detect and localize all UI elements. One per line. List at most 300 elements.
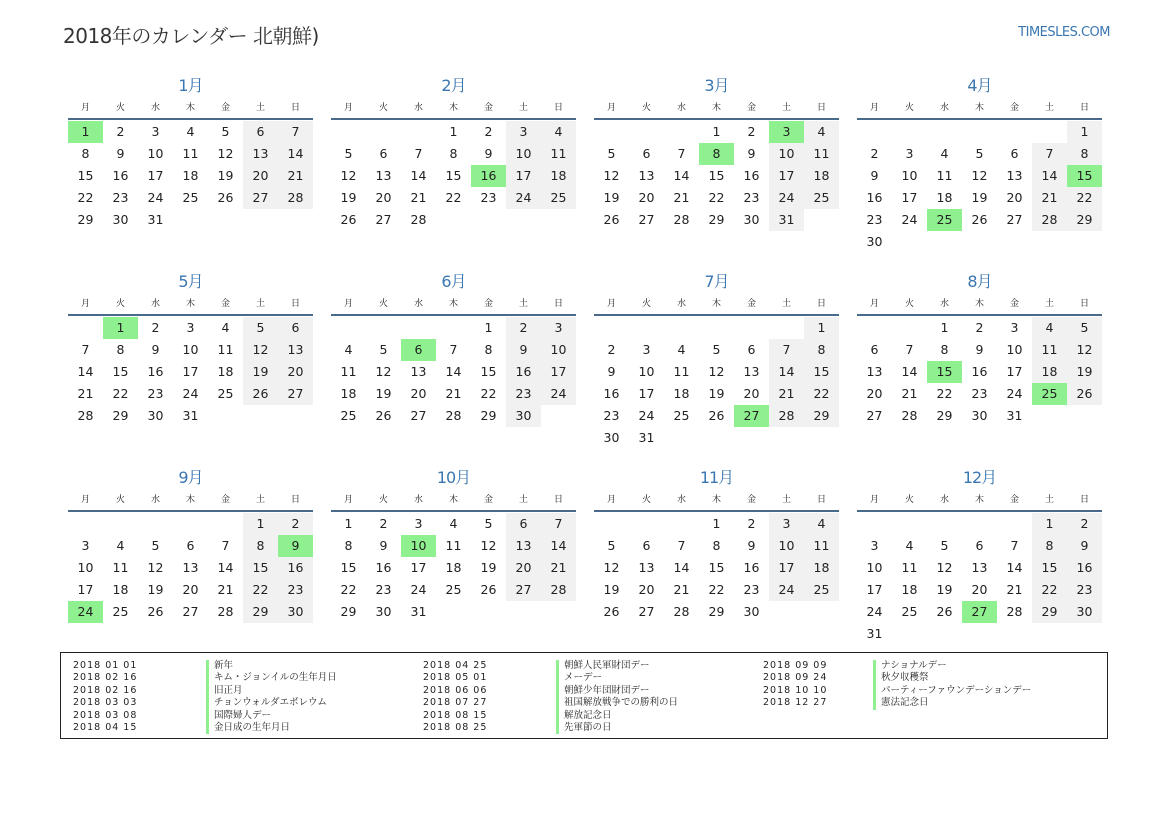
day-cell[interactable]: 6	[506, 513, 541, 535]
day-cell[interactable]: 1	[344, 516, 353, 531]
day-cell[interactable]: 29	[340, 604, 357, 619]
day-cell[interactable]: 17	[147, 168, 164, 183]
day-cell[interactable]: 16	[375, 560, 392, 575]
day-cell[interactable]: 30	[603, 430, 620, 445]
day-cell[interactable]: 4	[804, 121, 839, 143]
day-cell[interactable]: 18	[541, 165, 576, 187]
day-cell[interactable]: 3	[541, 317, 576, 339]
day-cell[interactable]: 12	[340, 168, 357, 183]
day-cell[interactable]: 5	[975, 146, 984, 161]
day-cell[interactable]: 22	[936, 386, 953, 401]
day-cell[interactable]: 4	[905, 538, 914, 553]
day-cell[interactable]: 16	[743, 560, 760, 575]
day-cell[interactable]: 28	[901, 408, 918, 423]
day-cell[interactable]: 25	[541, 187, 576, 209]
day-cell[interactable]: 27	[410, 408, 427, 423]
day-cell[interactable]: 13	[971, 560, 988, 575]
day-cell[interactable]: 16	[603, 386, 620, 401]
day-cell[interactable]: 23	[866, 212, 883, 227]
day-cell[interactable]: 8	[804, 339, 839, 361]
day-cell[interactable]: 23	[1067, 579, 1102, 601]
day-cell[interactable]: 17	[506, 165, 541, 187]
day-cell[interactable]: 24	[901, 212, 918, 227]
day-cell[interactable]: 18	[804, 557, 839, 579]
day-cell[interactable]: 5	[344, 146, 353, 161]
day-cell[interactable]: 18	[1032, 361, 1067, 383]
day-cell[interactable]: 31	[1006, 408, 1023, 423]
day-cell[interactable]: 21	[410, 190, 427, 205]
day-cell[interactable]: 2	[151, 320, 160, 335]
day-cell[interactable]: 8	[81, 146, 90, 161]
day-cell[interactable]: 16	[1067, 557, 1102, 579]
day-cell[interactable]: 8	[344, 538, 353, 553]
day-cell[interactable]: 22	[480, 386, 497, 401]
day-cell[interactable]: 18	[445, 560, 462, 575]
day-cell[interactable]: 10	[901, 168, 918, 183]
day-cell[interactable]: 18	[936, 190, 953, 205]
day-cell[interactable]: 8	[116, 342, 125, 357]
day-cell[interactable]: 1	[449, 124, 458, 139]
day-cell[interactable]: 2	[607, 342, 616, 357]
day-cell[interactable]: 31	[182, 408, 199, 423]
day-cell[interactable]: 25	[673, 408, 690, 423]
day-cell[interactable]: 18	[340, 386, 357, 401]
day-cell[interactable]: 25	[804, 187, 839, 209]
day-cell[interactable]: 26	[480, 582, 497, 597]
day-cell[interactable]: 13	[278, 339, 313, 361]
day-cell[interactable]: 3	[151, 124, 160, 139]
day-cell[interactable]: 24	[506, 187, 541, 209]
day-cell[interactable]: 12	[147, 560, 164, 575]
day-cell[interactable]: 30	[866, 234, 883, 249]
day-cell[interactable]: 13	[638, 168, 655, 183]
day-cell[interactable]: 20	[506, 557, 541, 579]
day-cell[interactable]: 25	[340, 408, 357, 423]
day-cell[interactable]: 9	[506, 339, 541, 361]
day-cell[interactable]: 27	[1006, 212, 1023, 227]
day-cell[interactable]: 21	[673, 582, 690, 597]
day-cell[interactable]: 15	[708, 560, 725, 575]
day-cell[interactable]: 20	[971, 582, 988, 597]
day-cell[interactable]: 20	[410, 386, 427, 401]
holiday-day-cell[interactable]: 16	[471, 165, 506, 187]
day-cell[interactable]: 21	[1032, 187, 1067, 209]
day-cell[interactable]: 1	[940, 320, 949, 335]
day-cell[interactable]: 11	[673, 364, 690, 379]
day-cell[interactable]: 15	[77, 168, 94, 183]
day-cell[interactable]: 20	[638, 190, 655, 205]
day-cell[interactable]: 2	[1067, 513, 1102, 535]
day-cell[interactable]: 14	[901, 364, 918, 379]
day-cell[interactable]: 29	[708, 212, 725, 227]
day-cell[interactable]: 20	[1006, 190, 1023, 205]
day-cell[interactable]: 20	[743, 386, 760, 401]
day-cell[interactable]: 5	[484, 516, 493, 531]
day-cell[interactable]: 29	[804, 405, 839, 427]
day-cell[interactable]: 6	[975, 538, 984, 553]
day-cell[interactable]: 7	[449, 342, 458, 357]
day-cell[interactable]: 31	[866, 626, 883, 641]
day-cell[interactable]: 29	[1067, 209, 1102, 231]
day-cell[interactable]: 30	[743, 604, 760, 619]
day-cell[interactable]: 21	[673, 190, 690, 205]
day-cell[interactable]: 4	[804, 513, 839, 535]
day-cell[interactable]: 10	[866, 560, 883, 575]
holiday-day-cell[interactable]: 27	[962, 601, 997, 623]
day-cell[interactable]: 20	[638, 582, 655, 597]
day-cell[interactable]: 21	[217, 582, 234, 597]
day-cell[interactable]: 16	[278, 557, 313, 579]
day-cell[interactable]: 28	[217, 604, 234, 619]
day-cell[interactable]: 2	[278, 513, 313, 535]
day-cell[interactable]: 13	[1006, 168, 1023, 183]
day-cell[interactable]: 4	[221, 320, 230, 335]
holiday-day-cell[interactable]: 1	[103, 317, 138, 339]
day-cell[interactable]: 24	[1006, 386, 1023, 401]
day-cell[interactable]: 14	[541, 535, 576, 557]
day-cell[interactable]: 6	[243, 121, 278, 143]
day-cell[interactable]: 8	[484, 342, 493, 357]
day-cell[interactable]: 6	[642, 146, 651, 161]
day-cell[interactable]: 26	[147, 604, 164, 619]
day-cell[interactable]: 24	[769, 579, 804, 601]
day-cell[interactable]: 5	[1067, 317, 1102, 339]
day-cell[interactable]: 14	[278, 143, 313, 165]
day-cell[interactable]: 11	[804, 143, 839, 165]
day-cell[interactable]: 31	[769, 209, 804, 231]
day-cell[interactable]: 13	[638, 560, 655, 575]
day-cell[interactable]: 15	[243, 557, 278, 579]
day-cell[interactable]: 5	[940, 538, 949, 553]
day-cell[interactable]: 12	[375, 364, 392, 379]
day-cell[interactable]: 17	[182, 364, 199, 379]
day-cell[interactable]: 9	[975, 342, 984, 357]
day-cell[interactable]: 30	[112, 212, 129, 227]
day-cell[interactable]: 7	[1010, 538, 1019, 553]
day-cell[interactable]: 2	[116, 124, 125, 139]
day-cell[interactable]: 30	[971, 408, 988, 423]
day-cell[interactable]: 14	[1032, 165, 1067, 187]
day-cell[interactable]: 17	[901, 190, 918, 205]
day-cell[interactable]: 21	[278, 165, 313, 187]
day-cell[interactable]: 18	[217, 364, 234, 379]
day-cell[interactable]: 17	[866, 582, 883, 597]
day-cell[interactable]: 27	[182, 604, 199, 619]
day-cell[interactable]: 3	[81, 538, 90, 553]
day-cell[interactable]: 21	[769, 383, 804, 405]
day-cell[interactable]: 25	[112, 604, 129, 619]
day-cell[interactable]: 13	[866, 364, 883, 379]
day-cell[interactable]: 25	[217, 386, 234, 401]
day-cell[interactable]: 11	[541, 143, 576, 165]
holiday-day-cell[interactable]: 3	[769, 121, 804, 143]
day-cell[interactable]: 13	[182, 560, 199, 575]
day-cell[interactable]: 11	[901, 560, 918, 575]
day-cell[interactable]: 19	[480, 560, 497, 575]
day-cell[interactable]: 19	[936, 582, 953, 597]
day-cell[interactable]: 25	[182, 190, 199, 205]
day-cell[interactable]: 19	[147, 582, 164, 597]
day-cell[interactable]: 14	[217, 560, 234, 575]
day-cell[interactable]: 5	[221, 124, 230, 139]
day-cell[interactable]: 8	[712, 538, 721, 553]
day-cell[interactable]: 16	[147, 364, 164, 379]
day-cell[interactable]: 16	[971, 364, 988, 379]
day-cell[interactable]: 14	[673, 168, 690, 183]
day-cell[interactable]: 14	[445, 364, 462, 379]
day-cell[interactable]: 2	[975, 320, 984, 335]
day-cell[interactable]: 4	[541, 121, 576, 143]
day-cell[interactable]: 29	[1032, 601, 1067, 623]
day-cell[interactable]: 23	[480, 190, 497, 205]
day-cell[interactable]: 20	[243, 165, 278, 187]
day-cell[interactable]: 27	[506, 579, 541, 601]
day-cell[interactable]: 19	[243, 361, 278, 383]
day-cell[interactable]: 28	[1032, 209, 1067, 231]
day-cell[interactable]: 12	[1067, 339, 1102, 361]
day-cell[interactable]: 22	[1032, 579, 1067, 601]
day-cell[interactable]: 5	[151, 538, 160, 553]
day-cell[interactable]: 12	[936, 560, 953, 575]
day-cell[interactable]: 24	[147, 190, 164, 205]
day-cell[interactable]: 7	[769, 339, 804, 361]
day-cell[interactable]: 14	[77, 364, 94, 379]
day-cell[interactable]: 3	[1010, 320, 1019, 335]
day-cell[interactable]: 24	[410, 582, 427, 597]
day-cell[interactable]: 15	[340, 560, 357, 575]
day-cell[interactable]: 10	[1006, 342, 1023, 357]
day-cell[interactable]: 13	[243, 143, 278, 165]
day-cell[interactable]: 9	[747, 146, 756, 161]
day-cell[interactable]: 12	[971, 168, 988, 183]
day-cell[interactable]: 14	[673, 560, 690, 575]
day-cell[interactable]: 13	[375, 168, 392, 183]
day-cell[interactable]: 7	[541, 513, 576, 535]
day-cell[interactable]: 31	[410, 604, 427, 619]
day-cell[interactable]: 10	[769, 143, 804, 165]
day-cell[interactable]: 3	[186, 320, 195, 335]
day-cell[interactable]: 27	[243, 187, 278, 209]
day-cell[interactable]: 31	[147, 212, 164, 227]
day-cell[interactable]: 14	[1006, 560, 1023, 575]
day-cell[interactable]: 12	[603, 168, 620, 183]
day-cell[interactable]: 15	[445, 168, 462, 183]
holiday-day-cell[interactable]: 25	[927, 209, 962, 231]
day-cell[interactable]: 24	[638, 408, 655, 423]
day-cell[interactable]: 26	[243, 383, 278, 405]
day-cell[interactable]: 27	[866, 408, 883, 423]
day-cell[interactable]: 4	[1032, 317, 1067, 339]
day-cell[interactable]: 11	[340, 364, 357, 379]
day-cell[interactable]: 3	[905, 146, 914, 161]
day-cell[interactable]: 14	[410, 168, 427, 183]
holiday-day-cell[interactable]: 15	[1067, 165, 1102, 187]
day-cell[interactable]: 12	[243, 339, 278, 361]
day-cell[interactable]: 15	[1032, 557, 1067, 579]
day-cell[interactable]: 30	[506, 405, 541, 427]
day-cell[interactable]: 19	[708, 386, 725, 401]
day-cell[interactable]: 23	[743, 582, 760, 597]
day-cell[interactable]: 29	[936, 408, 953, 423]
day-cell[interactable]: 29	[112, 408, 129, 423]
day-cell[interactable]: 11	[1032, 339, 1067, 361]
day-cell[interactable]: 15	[480, 364, 497, 379]
day-cell[interactable]: 20	[375, 190, 392, 205]
holiday-day-cell[interactable]: 1	[68, 121, 103, 143]
day-cell[interactable]: 30	[147, 408, 164, 423]
day-cell[interactable]: 19	[971, 190, 988, 205]
day-cell[interactable]: 26	[936, 604, 953, 619]
day-cell[interactable]: 24	[769, 187, 804, 209]
day-cell[interactable]: 24	[866, 604, 883, 619]
day-cell[interactable]: 28	[278, 187, 313, 209]
day-cell[interactable]: 22	[112, 386, 129, 401]
day-cell[interactable]: 17	[769, 165, 804, 187]
day-cell[interactable]: 21	[445, 386, 462, 401]
day-cell[interactable]: 29	[480, 408, 497, 423]
day-cell[interactable]: 23	[112, 190, 129, 205]
day-cell[interactable]: 22	[77, 190, 94, 205]
day-cell[interactable]: 26	[340, 212, 357, 227]
day-cell[interactable]: 7	[677, 538, 686, 553]
day-cell[interactable]: 1	[712, 516, 721, 531]
holiday-day-cell[interactable]: 25	[1032, 383, 1067, 405]
day-cell[interactable]: 13	[410, 364, 427, 379]
day-cell[interactable]: 31	[638, 430, 655, 445]
day-cell[interactable]: 11	[804, 535, 839, 557]
day-cell[interactable]: 12	[708, 364, 725, 379]
day-cell[interactable]: 1	[243, 513, 278, 535]
brand-logo-text[interactable]: TIMESLES.COM	[1018, 25, 1110, 40]
day-cell[interactable]: 10	[147, 146, 164, 161]
holiday-day-cell[interactable]: 10	[401, 535, 436, 557]
day-cell[interactable]: 1	[1067, 121, 1102, 143]
day-cell[interactable]: 12	[603, 560, 620, 575]
day-cell[interactable]: 6	[278, 317, 313, 339]
day-cell[interactable]: 9	[1067, 535, 1102, 557]
day-cell[interactable]: 4	[449, 516, 458, 531]
holiday-day-cell[interactable]: 6	[401, 339, 436, 361]
day-cell[interactable]: 30	[375, 604, 392, 619]
day-cell[interactable]: 26	[603, 212, 620, 227]
day-cell[interactable]: 23	[147, 386, 164, 401]
day-cell[interactable]: 9	[607, 364, 616, 379]
day-cell[interactable]: 18	[112, 582, 129, 597]
day-cell[interactable]: 30	[278, 601, 313, 623]
day-cell[interactable]: 4	[116, 538, 125, 553]
day-cell[interactable]: 7	[677, 146, 686, 161]
day-cell[interactable]: 6	[870, 342, 879, 357]
day-cell[interactable]: 19	[340, 190, 357, 205]
day-cell[interactable]: 18	[804, 165, 839, 187]
day-cell[interactable]: 10	[182, 342, 199, 357]
day-cell[interactable]: 19	[375, 386, 392, 401]
day-cell[interactable]: 9	[747, 538, 756, 553]
day-cell[interactable]: 29	[77, 212, 94, 227]
day-cell[interactable]: 18	[901, 582, 918, 597]
day-cell[interactable]: 27	[375, 212, 392, 227]
day-cell[interactable]: 28	[769, 405, 804, 427]
day-cell[interactable]: 22	[708, 582, 725, 597]
holiday-day-cell[interactable]: 24	[68, 601, 103, 623]
day-cell[interactable]: 6	[747, 342, 756, 357]
day-cell[interactable]: 17	[1006, 364, 1023, 379]
day-cell[interactable]: 22	[1067, 187, 1102, 209]
day-cell[interactable]: 4	[677, 342, 686, 357]
day-cell[interactable]: 16	[112, 168, 129, 183]
day-cell[interactable]: 17	[410, 560, 427, 575]
day-cell[interactable]: 22	[340, 582, 357, 597]
day-cell[interactable]: 26	[375, 408, 392, 423]
day-cell[interactable]: 2	[870, 146, 879, 161]
day-cell[interactable]: 8	[449, 146, 458, 161]
day-cell[interactable]: 9	[484, 146, 493, 161]
day-cell[interactable]: 20	[182, 582, 199, 597]
day-cell[interactable]: 23	[743, 190, 760, 205]
day-cell[interactable]: 9	[116, 146, 125, 161]
day-cell[interactable]: 23	[375, 582, 392, 597]
day-cell[interactable]: 24	[541, 383, 576, 405]
day-cell[interactable]: 15	[708, 168, 725, 183]
day-cell[interactable]: 17	[769, 557, 804, 579]
holiday-day-cell[interactable]: 9	[278, 535, 313, 557]
day-cell[interactable]: 7	[221, 538, 230, 553]
day-cell[interactable]: 8	[1067, 143, 1102, 165]
holiday-day-cell[interactable]: 27	[734, 405, 769, 427]
day-cell[interactable]: 5	[379, 342, 388, 357]
day-cell[interactable]: 19	[1067, 361, 1102, 383]
day-cell[interactable]: 26	[971, 212, 988, 227]
day-cell[interactable]: 22	[445, 190, 462, 205]
day-cell[interactable]: 10	[769, 535, 804, 557]
day-cell[interactable]: 21	[901, 386, 918, 401]
day-cell[interactable]: 23	[278, 579, 313, 601]
day-cell[interactable]: 13	[743, 364, 760, 379]
holiday-day-cell[interactable]: 15	[927, 361, 962, 383]
day-cell[interactable]: 12	[217, 146, 234, 161]
day-cell[interactable]: 25	[804, 579, 839, 601]
day-cell[interactable]: 17	[638, 386, 655, 401]
day-cell[interactable]: 2	[747, 124, 756, 139]
day-cell[interactable]: 2	[484, 124, 493, 139]
day-cell[interactable]: 29	[708, 604, 725, 619]
day-cell[interactable]: 11	[112, 560, 129, 575]
day-cell[interactable]: 6	[379, 146, 388, 161]
day-cell[interactable]: 30	[1067, 601, 1102, 623]
day-cell[interactable]: 3	[769, 513, 804, 535]
day-cell[interactable]: 22	[243, 579, 278, 601]
day-cell[interactable]: 7	[1032, 143, 1067, 165]
day-cell[interactable]: 4	[186, 124, 195, 139]
day-cell[interactable]: 11	[182, 146, 199, 161]
day-cell[interactable]: 3	[870, 538, 879, 553]
day-cell[interactable]: 2	[379, 516, 388, 531]
day-cell[interactable]: 23	[603, 408, 620, 423]
day-cell[interactable]: 16	[743, 168, 760, 183]
day-cell[interactable]: 18	[673, 386, 690, 401]
day-cell[interactable]: 21	[1006, 582, 1023, 597]
day-cell[interactable]: 17	[541, 361, 576, 383]
day-cell[interactable]: 28	[445, 408, 462, 423]
day-cell[interactable]: 2	[747, 516, 756, 531]
day-cell[interactable]: 8	[1032, 535, 1067, 557]
day-cell[interactable]: 8	[940, 342, 949, 357]
day-cell[interactable]: 10	[506, 143, 541, 165]
day-cell[interactable]: 28	[673, 212, 690, 227]
day-cell[interactable]: 26	[603, 604, 620, 619]
day-cell[interactable]: 9	[151, 342, 160, 357]
day-cell[interactable]: 16	[866, 190, 883, 205]
